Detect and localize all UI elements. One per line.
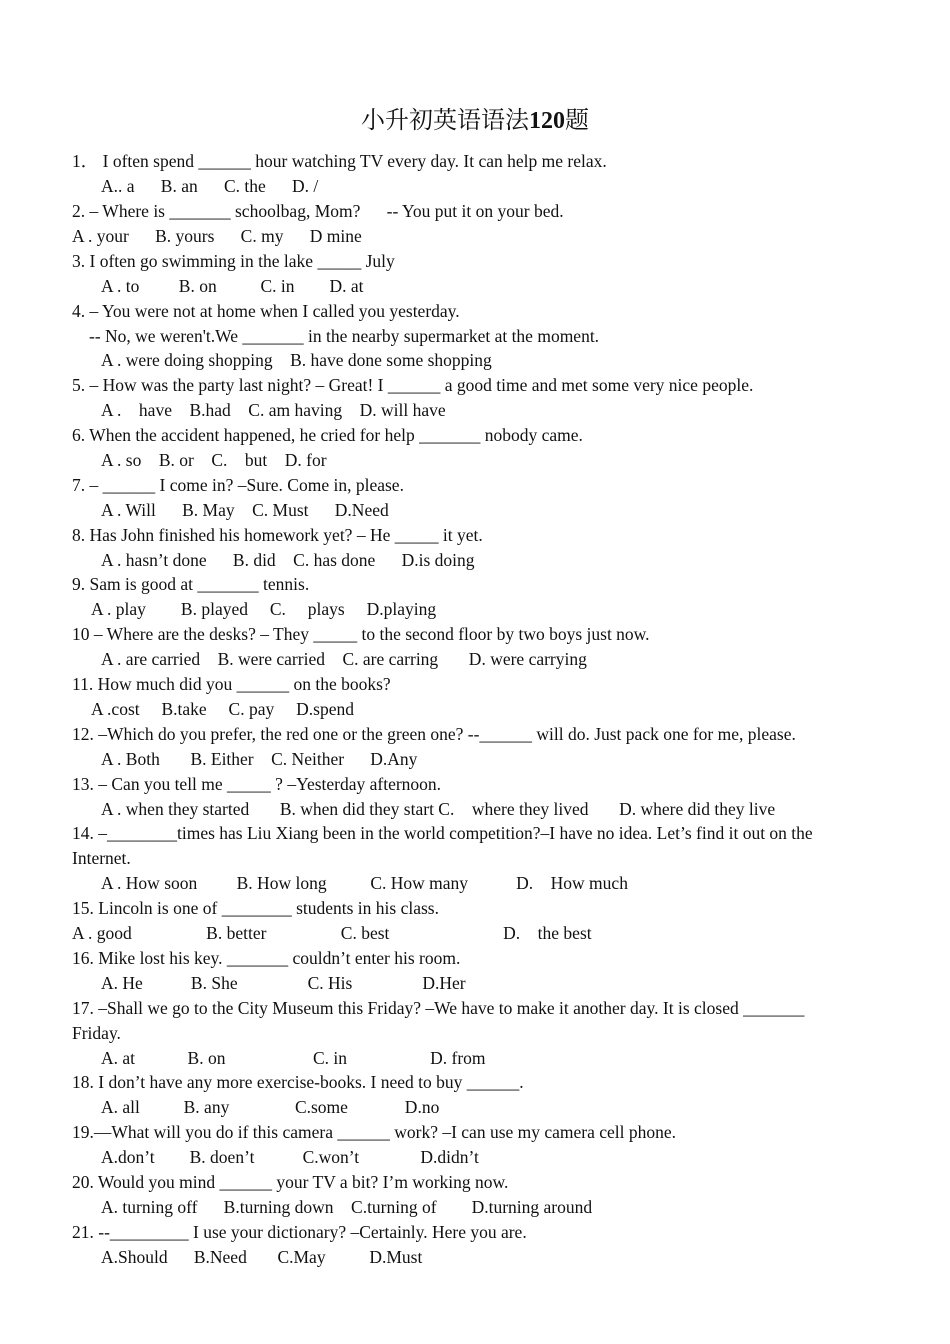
title-number: 120 bbox=[529, 108, 565, 134]
options-9: A . play B. played C. plays D.playing bbox=[91, 599, 437, 619]
question-10: 10 – Where are the desks? – They _____ to the second floor by two boys just now. bbox=[72, 624, 650, 644]
question-15: 15. Lincoln is one of ________ students in his class. bbox=[72, 898, 439, 918]
options-18: A. all B. any C.some D.no bbox=[101, 1097, 440, 1117]
question-8: 8. Has John finished his homework yet? – He _____ it yet. bbox=[72, 525, 483, 545]
options-3: A . to B. on C. in D. at bbox=[101, 276, 364, 296]
question-7: 7. – ______ I come in? –Sure. Come in, please. bbox=[72, 475, 404, 495]
title-suffix: 题 bbox=[565, 108, 589, 134]
options-8: A . hasn’t done B. did C. has done D.is doing bbox=[101, 550, 475, 570]
options-20: A. turning off B.turning down C.turning of D.turning around bbox=[101, 1197, 593, 1217]
question-2: 2. – Where is _______ schoolbag, Mom? -- You put it on your bed. bbox=[72, 201, 564, 221]
question-16: 16. Mike lost his key. _______ couldn’t enter his room. bbox=[72, 948, 461, 968]
options-10: A . are carried B. were carried C. are carring D. were carrying bbox=[101, 649, 587, 669]
options-7: A . Will B. May C. Must D.Need bbox=[101, 500, 389, 520]
question-17: 17. –Shall we go to the City Museum this Friday? –We have to make it another day. It is closed _______ bbox=[72, 998, 805, 1018]
question-13: 13. – Can you tell me _____ ? –Yesterday afternoon. bbox=[72, 774, 442, 794]
question-4: 4. – You were not at home when I called you yesterday. bbox=[72, 301, 460, 321]
question-14-cont: Internet. bbox=[72, 848, 131, 868]
question-18: 18. I don’t have any more exercise-books. I need to buy ______. bbox=[72, 1072, 524, 1092]
options-6: A . so B. or C. but D. for bbox=[101, 450, 327, 470]
options-13: A . when they started B. when did they start C. where they lived D. where did they live bbox=[101, 799, 776, 819]
question-19: 19.—What will you do if this camera ______ work? –I can use my camera cell phone. bbox=[72, 1122, 677, 1142]
question-1: 1． I often spend ______ hour watching TV every day. It can help me relax. bbox=[72, 151, 607, 171]
question-11: 11. How much did you ______ on the books? bbox=[72, 674, 391, 694]
options-12: A . Both B. Either C. Neither D.Any bbox=[101, 749, 418, 769]
options-16: A. He B. She C. His D.Her bbox=[101, 973, 466, 993]
page-title bbox=[0, 100, 950, 135]
question-3: 3. I often go swimming in the lake _____ July bbox=[72, 251, 395, 271]
options-1: A.. a B. an C. the D. / bbox=[101, 176, 319, 196]
question-14: 14. –________times has Liu Xiang been in the world competition?–I have no idea. Let’s find it out on the bbox=[72, 823, 813, 843]
question-6: 6. When the accident happened, he cried for help _______ nobody came. bbox=[72, 425, 583, 445]
question-17-cont: Friday. bbox=[72, 1023, 121, 1043]
question-21: 21. --_________ I use your dictionary? –Certainly. Here you are. bbox=[72, 1222, 527, 1242]
options-19: A.don’t B. doen’t C.won’t D.didn’t bbox=[101, 1147, 479, 1167]
options-2: A . your B. yours C. my D mine bbox=[72, 226, 362, 246]
options-14: A . How soon B. How long C. How many D. How much bbox=[101, 873, 628, 893]
options-11: A .cost B.take C. pay D.spend bbox=[91, 699, 354, 719]
question-9: 9. Sam is good at _______ tennis. bbox=[72, 574, 310, 594]
question-12: 12. –Which do you prefer, the red one or the green one? --______ will do. Just pack one for me, please. bbox=[72, 724, 796, 744]
options-15: A . good B. better C. best D. the best bbox=[72, 923, 592, 943]
options-21: A.Should B.Need C.May D.Must bbox=[101, 1247, 423, 1267]
options-17: A. at B. on C. in D. from bbox=[101, 1048, 486, 1068]
options-5: A . have B.had C. am having D. will have bbox=[101, 400, 446, 420]
question-5: 5. – How was the party last night? – Great! I ______ a good time and met some very nice people. bbox=[72, 375, 754, 395]
options-4: A . were doing shopping B. have done some shopping bbox=[101, 350, 492, 370]
question-20: 20. Would you mind ______ your TV a bit? I’m working now. bbox=[72, 1172, 509, 1192]
question-4-reply: -- No, we weren't.We _______ in the nearby supermarket at the moment. bbox=[89, 326, 600, 346]
title-main: 小升初英语语法 bbox=[361, 108, 529, 134]
